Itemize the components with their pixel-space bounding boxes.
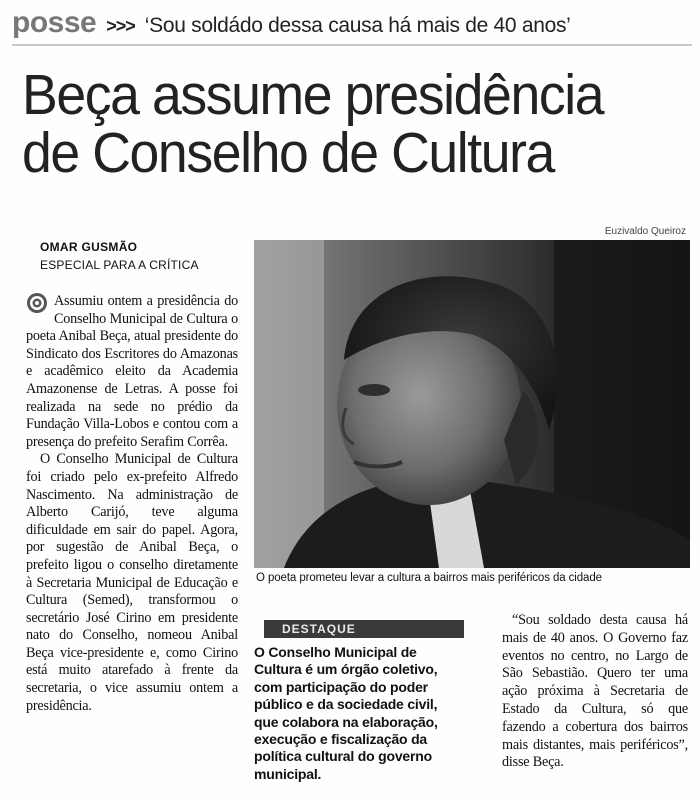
highlight-box xyxy=(254,620,460,783)
paragraph-1-text: Assumiu ontem a presidência do Conselho Municipal de Cultura o poeta Anibal Beça, atual presidente do Sindicato dos Escritores do Amazonas e acadêmico eleito da Academia Amazonense de Letras. A posse foi realizada na sede no prédio da Fundação Villa-Lobos e contou com a presença do prefeito Serafim Corrêa. xyxy=(26,293,238,450)
byline-author: OMAR GUSMÃO xyxy=(40,240,138,254)
article-body-right xyxy=(502,612,688,772)
paragraph-1 xyxy=(26,293,238,451)
photo-credit: Euzivaldo Queiroz xyxy=(604,226,686,237)
kicker xyxy=(12,6,692,42)
paragraph-3: “Sou soldado desta causa há mais de 40 anos. O Governo faz eventos no centro, no Largo de São Sebastião. Quero ter uma ação próxima à Secretaria de Estado da Cultura, só que fazendo a cobertura dos bairros mais distantes, mais periféricos”, disse Beça. xyxy=(502,612,688,771)
portrait-photo xyxy=(254,240,690,568)
headline-line-2: de Conselho de Cultura xyxy=(22,121,554,185)
kicker-divider xyxy=(12,44,692,46)
byline-role: ESPECIAL PARA A CRÍTICA xyxy=(40,258,199,272)
kicker-quote: ‘Sou soldádo dessa causa há mais de 40 anos’ xyxy=(144,14,571,37)
headline xyxy=(22,63,652,185)
photo-caption: O poeta prometeu levar a cultura a bairros mais periféricos da cidade xyxy=(256,572,602,584)
highlight-label: DESTAQUE xyxy=(264,620,464,638)
target-bullet-icon xyxy=(26,292,48,314)
kicker-arrows: >>> xyxy=(106,16,135,36)
highlight-text: O Conselho Municipal de Cultura é um órgão coletivo, com participação do poder público e da sociedade civil, que colabora na elaboração, execução e fiscalização da política cultural do governo municipal. xyxy=(254,644,438,782)
article-body-left xyxy=(26,293,238,715)
paragraph-2: O Conselho Municipal de Cultura foi criado pelo ex-prefeito Alfredo Nascimento. Na administração de Alberto Carijó, teve alguma dificuldade em sair do papel. Agora, por sugestão de Anibal Beça, o prefeito ligou o conselho diretamente à Secretaria Municipal de Educação e Cultura (Semed), transformou o secretário José Cirino em presidente nato do Conselho, nomeou Anibal Beça vice-presidente e, como Cirino está muito atarefado à frente da secretaria, o vice assumiu ontem a presidência. xyxy=(26,451,238,714)
headline-line-1: Beça assume presidência xyxy=(22,63,604,127)
section-label: posse xyxy=(12,6,97,39)
